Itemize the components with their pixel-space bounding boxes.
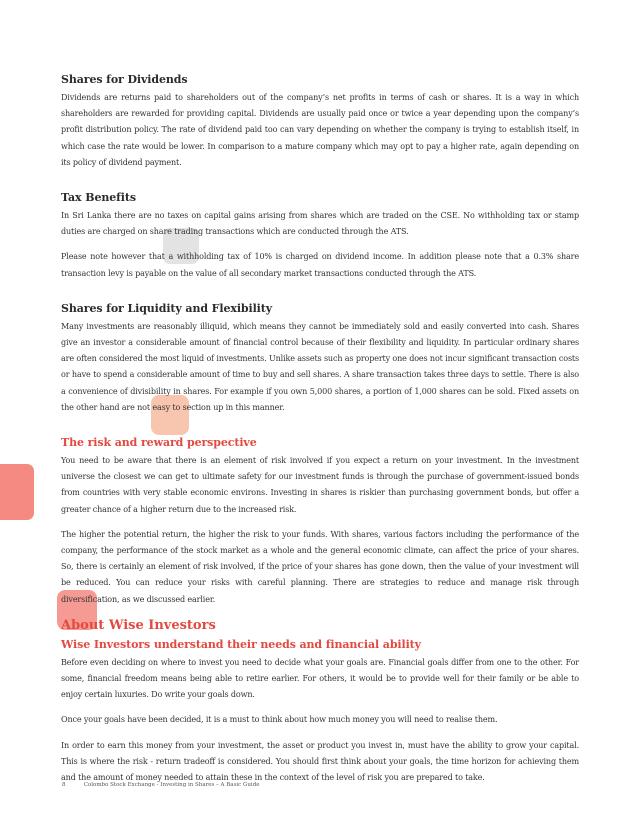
dividends-heading: Shares for Dividends <box>61 73 188 86</box>
risk-heading: The risk and reward perspective <box>61 436 257 450</box>
liquidity-heading: Shares for Liquidity and Flexibility <box>61 301 273 315</box>
about-paragraph-2: Once your goals have been decided, it is a must to think about how much money you will need to realise them. <box>61 715 498 725</box>
about-heading: Wise Investors understand their needs and financial ability <box>61 637 421 651</box>
side-tab-marker <box>0 464 34 520</box>
main-content <box>61 72 579 795</box>
about-paragraph-1: Before even deciding on where to invest you need to decide what your goals are. Financial goals differ from one to the other. For some, financial freedom means being able to retire earlier. For others, it would be to provide well for their family or be able to enjoy certain luxuries. Do write your goals down. <box>61 657 579 700</box>
risk-paragraph-2: The higher the potential return, the higher the risk to your funds. With shares, various factors including the performance of the company, the performance of the stock market as a whole and the general economic climate, can affect the price of your shares. So, there is certainly an element of risk involved, if the price of your shares has gone down, then the value of your investment will be reduced. You can reduce your risks with careful planning. There are strategies to reduce and manage risk through diversification, as we discussed earlier. <box>61 529 579 604</box>
page-number: 8 <box>62 782 66 788</box>
about-paragraph-3: In order to earn this money from your investment, the asset or product you invest in, must have the ability to grow your capital. This is where the risk - return tradeoff is considered. You should first think about your goals, the time horizon for achieving them and the amount of money needed to attain these in the context of the level of risk you are prepared to take. <box>61 740 579 783</box>
page-footer <box>62 782 259 788</box>
dividends-paragraph: Dividends are returns paid to shareholders out of the company’s net profits in terms of cash or shares. It is a way in which shareholders are rewarded for providing capital. Dividends are usually paid once or twice a year depending upon the company’s profit distribution policy. The rate of dividend paid too can vary depending on whether the company is trying to establish itself, in which case the rate would be lower. In comparison to a mature company which may opt to pay a higher rate, again depending on its policy of dividend payment. <box>61 93 579 167</box>
risk-paragraph-1: You need to be aware that there is an element of risk involved if you expect a return on your investment. In the investment universe the closest we can get to ultimate safety for our investment funds is through the purchase of government-issued bonds from countries with very stable economic environs. Investing in shares is riskier than purchasing government bonds, but offer a greater chance of a higher return due to the increased risk. <box>61 456 579 514</box>
about-title: About Wise Investors <box>61 617 216 633</box>
tax-paragraph-2: Please note however that a withholding tax of 10% is charged on dividend income. In addition please note that a 0.3% share transaction levy is payable on the value of all secondary market transactions conducted through the ATS. <box>61 252 579 278</box>
tax-paragraph-1: In Sri Lanka there are no taxes on capital gains arising from shares which are traded on the CSE. No withholding tax or stamp duties are charged on share trading transactions which are conducted through the ATS. <box>61 211 579 237</box>
footer-text: Colombo Stock Exchange - Investing in Shares – A Basic Guide <box>83 782 260 788</box>
tax-heading: Tax Benefits <box>61 191 136 205</box>
liquidity-paragraph: Many investments are reasonably illiquid, which means they cannot be immediately sold and easily converted into cash. Shares give an investor a considerable amount of financial control because of their flexibility and liquidity. In particular ordinary shares are often considered the most liquid of investments. Unlike assets such as property one does not incur significant transaction costs or have to spend a considerable amount of time to buy and sell shares. A share transaction takes three days to settle. There is also a convenience of divisibility in shares. For example if you own 5,000 shares, a portion of 1,000 shares can be sold. Fixed assets on the other hand are not easy to section up in this manner. <box>61 321 579 412</box>
